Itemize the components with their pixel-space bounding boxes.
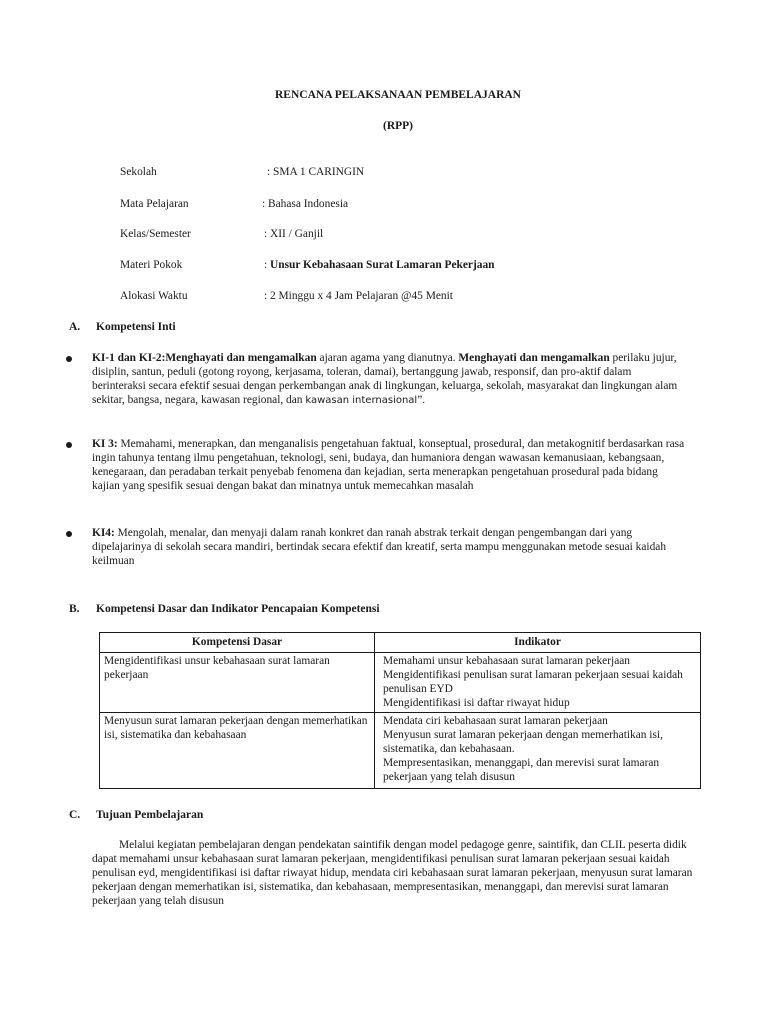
indicator-item: Menyusun surat lamaran pekerjaan dengan memerhatikan isi, sistematika, dan kebahasaan.: [383, 729, 663, 755]
subject-label: Mata Pelajaran: [120, 198, 189, 210]
table-cell-kd: Mengidentifikasi unsur kebahasaan surat lamaran pekerjaan: [100, 653, 375, 713]
table-cell-indicators: [375, 713, 701, 789]
ki12-paragraph: KI-1 dan KI-2:Menghayati dan mengamalkan ajaran agama yang dianutnya. Menghayati dan mengamalkan perilaku jujur, disiplin, santun, peduli (gotong royong, kerjasama, toleran, damai), bertanggung jawab, responsif, dan pro-aktif dalam berinteraksi secara efektif sesuai dengan perkembangan anak di lingkungan, keluarga, sekolah, masyarakat dan lingkungan alam sekitar, bangsa, negara, kawasan regional, dan kawasan internasional”.: [92, 352, 678, 406]
time-label: Alokasi Waktu: [120, 290, 188, 302]
ki4-paragraph: KI4: Mengolah, menalar, dan menyaji dalam ranah konkret dan ranah abstrak terkait dengan pengembangan dari yang dipelajarinya di sekolah secara mandiri, bertindak secara efektif dan kreatif, serta mampu menggunakan metode sesuai kaidah keilmuan: [92, 527, 667, 567]
bullet-icon: [66, 442, 72, 448]
section-c-letter: C.: [69, 809, 81, 821]
section-b-letter: B.: [69, 603, 80, 615]
section-a-letter: A.: [69, 321, 81, 333]
topic-value: : Unsur Kebahasaan Surat Lamaran Pekerjaan: [264, 259, 495, 271]
time-value: : 2 Minggu x 4 Jam Pelajaran @45 Menit: [264, 290, 453, 302]
indicator-item: Mempresentasikan, menanggapi, dan merevisi surat lamaran pekerjaan yang telah disusun: [383, 757, 660, 783]
indicator-item: Mengidentifikasi isi daftar riwayat hidup: [383, 697, 570, 709]
school-value: : SMA 1 CARINGIN: [267, 166, 365, 178]
section-b-heading: Kompetensi Dasar dan Indikator Pencapaian Kompetensi: [96, 603, 380, 615]
indicator-item: Mengidentifikasi penulisan surat lamaran pekerjaan sesuai kaidah penulisan EYD: [383, 669, 683, 695]
ki3-paragraph: KI 3: Memahami, menerapkan, dan menganalisis pengetahuan faktual, konseptual, prosedural, dan metakognitif berdasarkan rasa ingin tahunya tentang ilmu pengetahuan, teknologi, seni, budaya, dan humaniora dengan wawasan kemanusiaan, kebangsaan, kenegaraan, dan peradaban terkait penyebab fenomena dan kejadian, serta menerapkan pengetahuan prosedural pada bidang kajian yang spesifik sesuai dengan bakat dan minatnya untuk memecahkan masalah: [92, 438, 685, 492]
table-header-kd: Kompetensi Dasar: [100, 633, 375, 653]
learning-objective-paragraph: Melalui kegiatan pembelajaran dengan pendekatan saintifik dengan model pedagoge genre, saintifik, dan CLIL peserta didik dapat memahami unsur kebahasaan surat lamaran pekerjaan, mengidentifikasi penulisan surat lamaran pekerjaan sesuai kaidah penulisan eyd, mengidentifikasi isi daftar riwayat hidup, mendata ciri kebahasaan surat lamaran pekerjaan, menyusun surat lamaran pekerjaan dengan memerhatikan isi, sistematika, dan kebahasaan, mempresentasikan, menanggapi, dan merevisi surat lamaran pekerjaan yang telah disusun: [92, 839, 693, 907]
bullet-icon: [66, 531, 72, 537]
topic-label: Materi Pokok: [120, 259, 183, 271]
table-row: [100, 653, 701, 713]
indicator-item: Memahami unsur kebahasaan surat lamaran pekerjaan: [383, 655, 631, 667]
subject-value: : Bahasa Indonesia: [262, 198, 349, 210]
class-value: : XII / Ganjil: [264, 228, 324, 240]
section-c-heading: Tujuan Pembelajaran: [96, 809, 204, 821]
bullet-icon: [66, 356, 72, 362]
section-a-heading: Kompetensi Inti: [96, 321, 176, 333]
document-subtitle: (RPP): [382, 120, 413, 132]
table-cell-indicators: [375, 653, 701, 713]
table-cell-kd: Menyusun surat lamaran pekerjaan dengan memerhatikan isi, sistematika dan kebahasaan: [100, 713, 375, 789]
school-label: Sekolah: [120, 166, 157, 178]
document-title: RENCANA PELAKSANAAN PEMBELAJARAN: [275, 89, 521, 101]
indicator-item: Mendata ciri kebahasaan surat lamaran pekerjaan: [383, 715, 608, 727]
competency-table: [99, 632, 701, 789]
table-header-indicator: Indikator: [375, 633, 701, 653]
table-header-row: [100, 633, 701, 653]
class-label: Kelas/Semester: [120, 228, 191, 240]
table-row: [100, 713, 701, 789]
